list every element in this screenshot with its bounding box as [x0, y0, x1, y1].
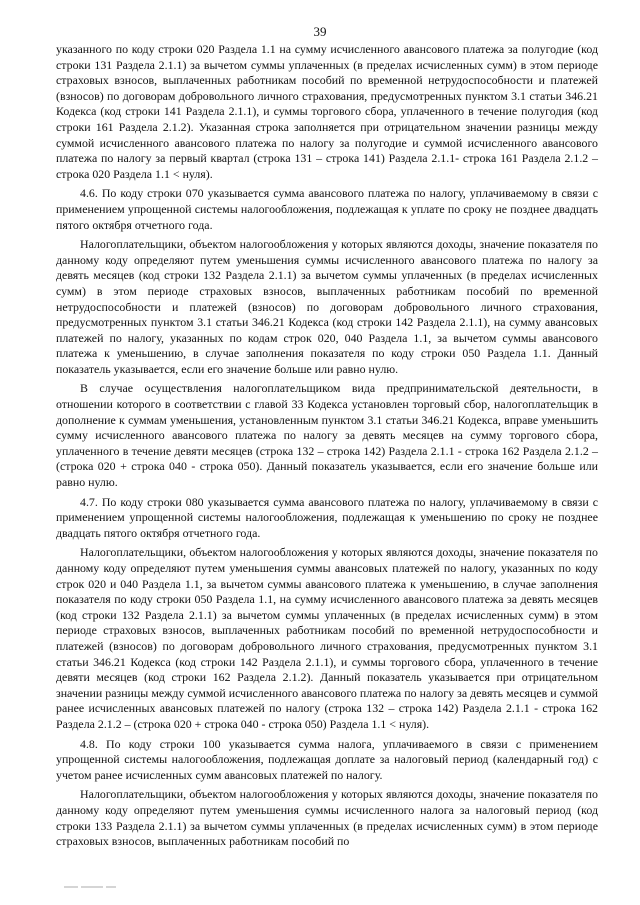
paragraph-income-taxpayers-080: Налогоплательщики, объектом налогообложения у которых являются доходы, значение показателя по данному коду определяют путем уменьшения суммы авансовых платежей по налогу, указанных по коду строк 020 и 040 Раздела 1.1, за вычетом суммы авансового платежа к уменьшению, в случае заполнения показателя по коду строки 050 Раздела 1.1, на сумму исчисленного авансового платежа за девять месяцев (код строки 132 Раздела 2.1.1) за вычетом суммы уплаченных (в пределах исчисленных сумм) в этом периоде страховых взносов, выплаченных работникам пособий по временной нетрудоспособности и платежей (взносов) по договорам добровольного личного страхования, предусмотренных пунктом 3.1 статьи 346.21 Кодекса (код строки 142 Раздела 2.1.1), и суммы торгового сбора, уплаченного в течение девяти месяцев (код строки 162 Раздела 2.1.2). Данный показатель указывается при отрицательном значении разницы между суммой исчисленного авансового платежа по налогу за девять месяцев и суммой ранее исчисленных авансовых платежей по налогу (строка 132 – строка 142) Раздела 2.1.1 - строка 162 Раздела 2.1.2 – (строка 020 + строка 040 - строка 050) Раздела 1.1 < нуля).: [56, 545, 598, 731]
paragraph-continuation: указанного по коду строки 020 Раздела 1.1 на сумму исчисленного авансового платежа за полугодие (код строки 131 Раздела 2.1.1) за вычетом суммы уплаченных (в пределах исчисленных сумм) в этом периоде страховых взносов, выплаченных работникам пособий по временной нетрудоспособности и платежей (взносов) по договорам добровольного личного страхования, предусмотренных пунктом 3.1 статьи 346.21 Кодекса (код строки 141 Раздела 2.1.1), и суммы торгового сбора, уплаченного в течение полугодия (код строки 161 Раздела 2.1.2). Указанная строка заполняется при отрицательном значении разницы между суммой исчисленного авансового платежа по налогу за полугодие и суммой исчисленного авансового платежа по налогу за первый квартал (строка 131 – строка 141) Раздела 2.1.1- строка 161 Раздела 2.1.2 – строка 020 Раздела 1.1 < нуля).: [56, 42, 598, 181]
paragraph-4-7: 4.7. По коду строки 080 указывается сумма авансового платежа по налогу, уплачиваемому в связи с применением упрощенной системы налогообложения, подлежащая к уменьшению по сроку не позднее двадцать пятого октября отчетного года.: [56, 494, 598, 540]
paragraph-4-8: 4.8. По коду строки 100 указывается сумма налога, уплачиваемого в связи с применением упрощенной системы налогообложения, подлежащая доплате за налоговый период (календарный год) с учетом ранее исчисленных сумм авансовых платежей по налогу.: [56, 736, 598, 782]
scan-artifact: [64, 878, 134, 890]
paragraph-4-6: 4.6. По коду строки 070 указывается сумма авансового платежа по налогу, уплачиваемому в связи с применением упрощенной системы налогообложения, подлежащая к уплате по сроку не позднее двадцать пятого октября отчетного года.: [56, 186, 598, 232]
page-number: 39: [313, 24, 327, 39]
document-body: [56, 42, 598, 854]
paragraph-trade-fee-070: В случае осуществления налогоплательщиком вида предпринимательской деятельности, в отношении которого в соответствии с главой 33 Кодекса установлен торговый сбор, налогоплательщик в дополнение к суммам уменьшения, установленным пунктом 3.1 статьи 346.21 Кодекса, вправе уменьшить сумму исчисленного авансового платежа по налогу за девять месяцев на сумму торгового сбора, уплаченного в течение девяти месяцев (строка 132 – строка 142) Раздела 2.1.1 - строка 162 Раздела 2.1.2 – (строка 020 + строка 040 - строка 050). Данный показатель указывается, если его значение больше или равно нулю.: [56, 381, 598, 490]
paragraph-income-taxpayers-070: Налогоплательщики, объектом налогообложения у которых являются доходы, значение показателя по данному коду определяют путем уменьшения суммы исчисленного авансового платежа по налогу за девять месяцев (код строки 132 Раздела 2.1.1) за вычетом суммы уплаченных (в пределах исчисленных сумм) в этом периоде страховых взносов, выплаченных работникам пособий по временной нетрудоспособности и платежей (взносов) по договорам добровольного личного страхования, предусмотренных пунктом 3.1 статьи 346.21 Кодекса (код строки 142 Раздела 2.1.1), на сумму авансовых платежей по налогу, указанных по кодам строк 020, 040 Раздела 1.1, за вычетом суммы авансового платежа к уменьшению, в случае заполнения показателя по коду строки 050 Раздела 1.1. Данный показатель указывается, если его значение больше или равно нулю.: [56, 237, 598, 376]
paragraph-income-taxpayers-100: Налогоплательщики, объектом налогообложения у которых являются доходы, значение показателя по данному коду определяют путем уменьшения суммы исчисленного налога за налоговый период (код строки 133 Раздела 2.1.1) за вычетом суммы уплаченных (в пределах исчисленных сумм) в этом периоде страховых взносов, выплаченных работникам пособий по: [56, 787, 598, 849]
